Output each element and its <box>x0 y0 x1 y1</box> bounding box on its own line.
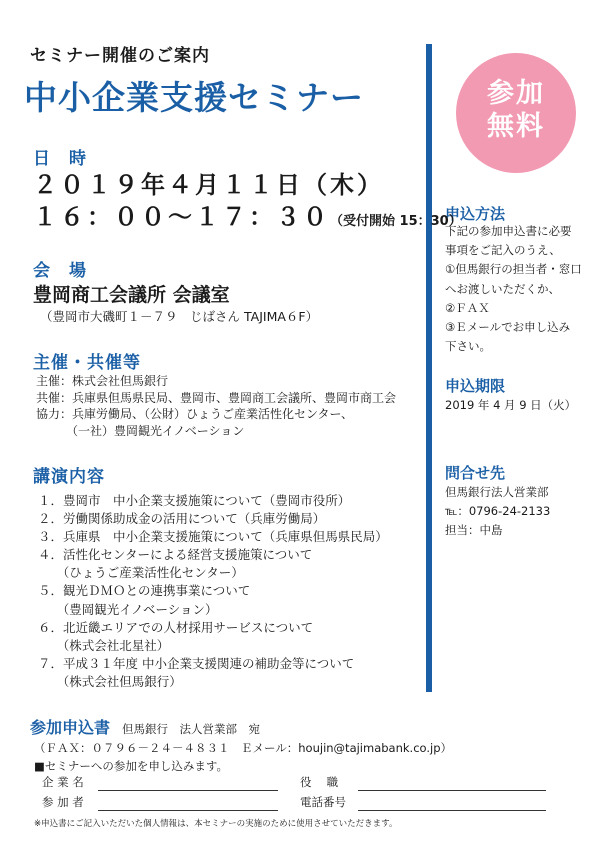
lecture-item: （株式会社但馬銀行） <box>38 673 182 689</box>
form-addressee: 但馬銀行 法人営業部 宛 <box>122 722 261 736</box>
organizers-list <box>36 373 396 439</box>
privacy-note: ※申込書にご記入いただいた個人情報は、本セミナーの実施のために使用させていただきます。 <box>34 819 398 829</box>
contact-dept: 但馬銀行法人営業部 <box>445 485 549 499</box>
organizers-heading: 主催・共催等 <box>33 353 141 373</box>
venue-name: 豊岡商工会議所 会議室 <box>33 284 230 306</box>
company-field[interactable] <box>98 790 278 791</box>
venue-address: （豊岡市大磯町１－７９ じばさん TAJIMA６F） <box>40 309 319 324</box>
apply-line: 下さい。 <box>445 339 491 354</box>
datetime-heading: 日 時 <box>33 149 87 169</box>
lecture-item: ７．平成３１年度 中小企業支援関連の補助金等について <box>38 655 355 671</box>
apply-line: へお渡しいただくか、 <box>445 281 560 296</box>
title-label: 役 職 <box>300 775 339 789</box>
phone-field[interactable] <box>358 810 546 811</box>
lecture-item: （ひょうご産業活性化センター） <box>38 565 244 581</box>
apply-line: ①但馬銀行の担当者・窓口 <box>445 262 582 277</box>
participant-label: 参 加 者 <box>42 795 84 809</box>
title-field[interactable] <box>358 790 546 791</box>
lecture-item: （豊岡観光イノベーション） <box>38 601 218 617</box>
reception-time: （受付開始 15：30） <box>330 214 462 229</box>
participant-field[interactable] <box>98 810 278 811</box>
apply-line: 事項をご記入のうえ、 <box>445 243 561 258</box>
column-divider <box>426 44 432 692</box>
lecture-item: ６．北近畿エリアでの人材採用サービスについて <box>38 619 314 635</box>
free-badge <box>456 53 576 173</box>
lecture-item: ３．兵庫県 中小企業支援施策について（兵庫県但馬県民局） <box>38 529 388 545</box>
organizer-line: 協力：兵庫労働局、（公財）ひょうご産業活性化センター、 <box>36 407 354 421</box>
apply-line: ③Ｅメールでお申し込み <box>445 320 571 335</box>
contact-person: 担当：中島 <box>445 523 503 538</box>
organizer-line: 共催：兵庫県但馬県民局、豊岡市、豊岡商工会議所、豊岡市商工会 <box>36 390 397 405</box>
lecture-item: （株式会社北星社） <box>38 637 170 653</box>
organizer-line: 主催：株式会社但馬銀行 <box>36 374 169 388</box>
form-heading <box>30 715 260 738</box>
contact-heading: 問合せ先 <box>445 464 506 482</box>
lecture-item: ５．観光ＤＭＯとの連携事業について <box>38 583 251 599</box>
venue-heading: 会 場 <box>33 261 87 281</box>
page-title: 中小企業支援セミナー <box>24 78 364 117</box>
apply-line: 下記の参加申込書に必要 <box>445 224 572 238</box>
apply-method-text <box>445 222 582 356</box>
apply-method-heading: 申込方法 <box>445 205 506 223</box>
deadline-date: 2019 年 4 月 9 日（火） <box>445 398 577 412</box>
lectures-heading: 講演内容 <box>33 467 105 487</box>
lecture-item: ２．労働関係助成金の活用について（兵庫労働局） <box>38 511 326 527</box>
contact-info <box>445 483 550 541</box>
event-date: ２０１９年４月１１日（木） <box>33 171 384 199</box>
deadline-heading: 申込期限 <box>445 377 506 395</box>
form-title: 参加申込書 <box>30 718 111 737</box>
organizer-line: （一社）豊岡観光イノベーション <box>36 423 245 438</box>
form-fax-email: （ＦＡＸ：０７９６－２４－４８３１ Ｅメール：houjin@tajimabank.co.jp） <box>34 741 453 755</box>
phone-label: 電話番号 <box>300 795 346 809</box>
company-label: 企 業 名 <box>42 775 84 789</box>
contact-tel: ℡：0796-24-2133 <box>445 504 551 519</box>
event-time-range: １６：００～１７：３０ <box>33 203 330 231</box>
event-time <box>33 197 462 232</box>
badge-line1: 参加 <box>487 78 545 109</box>
lecture-item: １．豊岡市 中小企業支援施策について（豊岡市役所） <box>38 493 351 508</box>
badge-line2: 無料 <box>487 111 545 142</box>
lecture-item: ４．活性化センターによる経営支援施策について <box>38 547 313 563</box>
lecture-list <box>38 492 388 691</box>
form-statement: ■セミナーへの参加を申し込みます。 <box>34 759 228 773</box>
apply-line: ②ＦＡＸ <box>445 300 490 315</box>
intro-heading: セミナー開催のご案内 <box>30 46 210 66</box>
